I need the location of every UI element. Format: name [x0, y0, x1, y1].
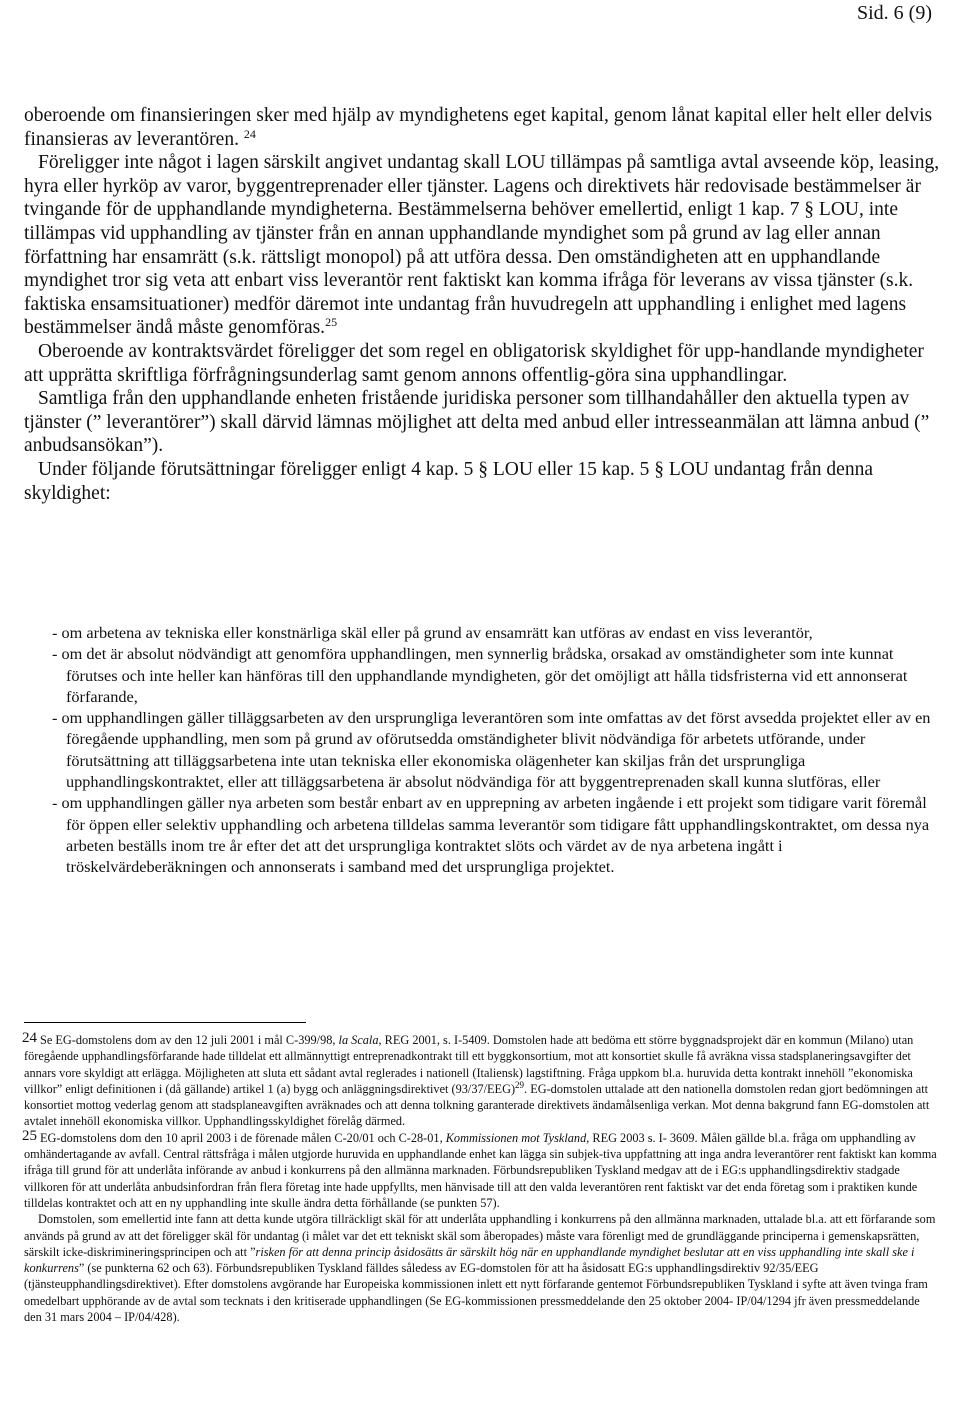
footnote-25: 25 EG-domstolens dom den 10 april 2003 i de förenade målen C-20/01 och C-28-01, Kommissionen mot Tyskland, REG 2003 s. I- 3609. Målen gällde bl.a. fråga om upphandling av omhändertagande av avfall. Central rättsfråga i målen utgjorde huruvida en upphandlande enhet kan lägga sin subjek-tiva uppfattning att inga andra leverantörer rent faktiskt kan komma ifråga till grund för att underlåta införande av anbud i konkurrens på den allmänna marknaden. Förbundsrepubliken Tyskland medgav att de i EG:s upphandlingsdirektiv stadgade villkoren för att underlåta anbudsinfordran från flera företag inte hade uppfyllts, men hänvisade till att den valda leverantören rent faktiskt var det enda företag som i praktiken kunde tilldelas kontraktet och att en ny upphandling inte skulle ändra detta förhållande (se punkten 57). Domstolen, som emellertid inte fann att detta kunde utgöra tillräckligt skäl för att underlåta upphandling i konkurrens på den allmänna marknaden, uttalade bl.a. att ett förfarande som används på grund av att det föreligger skäl för undantag (i målet var det ett tekniskt skäl som åberopades) måste vara förenligt med de grundläggande principerna i gemenskapsrätten, särskilt icke-diskrimineringsprincipen och att ”risken för att denna princip åsidosätts är särskilt hög när en upphandlande myndighet beslutar att en viss upphandling inte skall ske i konkurrens” (se punkterna 62 och 63). Förbundsrepubliken Tyskland fälldes såledess av EG-domstolen för att ha åsidosatt EG:s upphandlingsdirektiv 92/35/EEG (tjänsteupphandlingsdirektivet). Efter domstolens avgörande har Europeiska kommissionen inlett ett nytt förfarande gentemot Förbundsrepubliken Tyskland i syfte att även tvinga fram omedelbart upphörande av de avtal som tecknats i den kritiserade upphandlingen (Se EG-kommissionen pressmeddelande den 25 oktober 2004- IP/04/1294 jfr även pressmeddelande den 31 mars 2004 – IP/04/428).: [22, 1127, 937, 1325]
paragraph: Oberoende av kontraktsvärdet föreligger det som regel en obligatorisk skyldighet för upp-handlande myndigheter att upprätta skriftliga förfrågningsunderlag samt genom annons offentlig-göra sina upphandlingar.: [24, 340, 924, 386]
footnote-separator: [24, 1022, 306, 1023]
paragraph: Föreligger inte något i lagen särskilt angivet undantag skall LOU tillämpas på samtliga avtal avseende köp, leasing, hyra eller hyrköp av varor, byggentreprenader eller tjänster. Lagens och direktivets här redovisade bestämmelser är tvingande för de upphandlande myndigheterna. Bestämmelserna behöver emellertid, enligt 1 kap. 7 § LOU, inte tillämpas vid upphandling av tjänster från en annan upphandlande myndighet som på grund av lag eller annan författning har ensamrätt (s.k. rättsligt monopol) på att utföra dessa. Den omständigheten att en upphandlande myndighet tror sig veta att enbart viss leverantör rent faktiskt kan komma ifråga för leverans av vissa tjänster (s.k. faktiska ensamsituationer) medför däremot inte undantag från huvudregeln att upphandling i enlighet med lagens bestämmelser ändå måste genomföras.$^{25}$: [24, 152, 940, 339]
list-item: - om det är absolut nödvändigt att genomföra upphandlingen, men synnerlig brådska, orsakad av omständigheter som inte kunnat förutses och inte heller kan hänföras till den upphandlande myndigheten, gör det omöjligt att hålla tidsfristerna vid ett annonserat förfarande,: [52, 644, 908, 706]
page-number: Sid. 6 (9): [857, 2, 932, 24]
footnote-ref: 29: [515, 1079, 525, 1090]
list-item: - om arbetena av tekniska eller konstnärliga skäl eller på grund av ensamrätt kan utföras av endast en viss leverantör,: [52, 623, 813, 642]
footnote-number: 24: [22, 1030, 37, 1046]
footnotes: [24, 1032, 940, 1325]
footnote-ref[interactable]: 24: [243, 126, 256, 141]
list-item: - om upphandlingen gäller nya arbeten som består enbart av en upprepning av arbeten ingående i ett projekt som tidigare varit föremål för öppen eller selektiv upphandling och arbetena tilldelas samma leverantör som tidigare fått upphandlingskontraktet, om dessa nya arbeten beställs inom tre år efter det att det ursprungliga kontraktet slöts och värdet av de nya arbetena ingått i tröskelvärdeberäkningen och annonserats i samband med det ursprungliga projektet.: [52, 793, 930, 877]
footnote-number: 25: [22, 1127, 37, 1144]
paragraph: Samtliga från den upphandlande enheten fristående juridiska personer som tillhandahåller den aktuella typen av tjänster (” leverantörer”) skall därvid lämnas möjlighet att delta med anbud eller intresseanmälan att lämna anbud (” anbudsansökan”).: [24, 388, 930, 457]
paragraph: oberoende om finansieringen sker med hjälp av myndighetens eget kapital, genom lånat kapital eller helt eller delvis finansieras av leverantören. $^{24}$: [24, 105, 933, 150]
footnote-ref[interactable]: 25: [325, 315, 338, 330]
list-item: - om upphandlingen gäller tilläggsarbeten av den ursprungliga leverantören som inte omfattas av det först avsedda projektet eller av en föregående upphandling, men som på grund av oförutsedda omständigheter blivit nödvändiga för arbetets utförande, under förutsättning att tilläggsarbetena inte utan tekniska eller ekonomiska olägenheter kan skiljas från det ursprungliga upphandlingskontraktet, eller att tilläggsarbetena är absolut nödvändiga för att byggentreprenaden skall kunna slutföras, eller: [52, 708, 931, 792]
body-text: [24, 104, 942, 505]
paragraph: Under följande förutsättningar föreligger enligt 4 kap. 5 § LOU eller 15 kap. 5 § LOU undantag från denna skyldighet:: [24, 458, 873, 504]
footnote-24: 24 Se EG-domstolens dom av den 12 juli 2001 i mål C-399/98, la Scala, REG 2001, s. I-5409. Domstolen hade att bedöma ett större byggnadsprojekt där en kommun (Milano) utan föregående upphandlingsförfarande hade tilldelat ett allmännyttigt entreprenadkontrakt till ett byggkonsortium, mot att konsortiet skulle få avräkna vissa stadsplaneringsavgifter det annars vore skyldigt att erlägga. Möjligheten att sluta ett sådant avtal reglerades i nationell (Italiensk) lagstiftning. Fråga uppkom bl.a. huruvida detta kontrakt innehöll ”ekonomiska villkor” enligt definitionen i (då gällande) artikel 1 (a) bygg och anläggningsdirektivet $(93/37/EEG)^{29}$. EG-domstolen uttalade att den nationella domstolen redan gjort bedömningen att konsortiet mottog vederlag genom att stadsplaneavgiften avräknades och att denna tolkning garanterade direktivets ändamålsenliga verkan. Mot denna bakgrund fann EG-domstolen att avtalet innehöll ekonomiska villkor. Upphandlingsskyldighet förelåg därmed.: [22, 1030, 930, 1129]
exception-list: [52, 622, 938, 878]
